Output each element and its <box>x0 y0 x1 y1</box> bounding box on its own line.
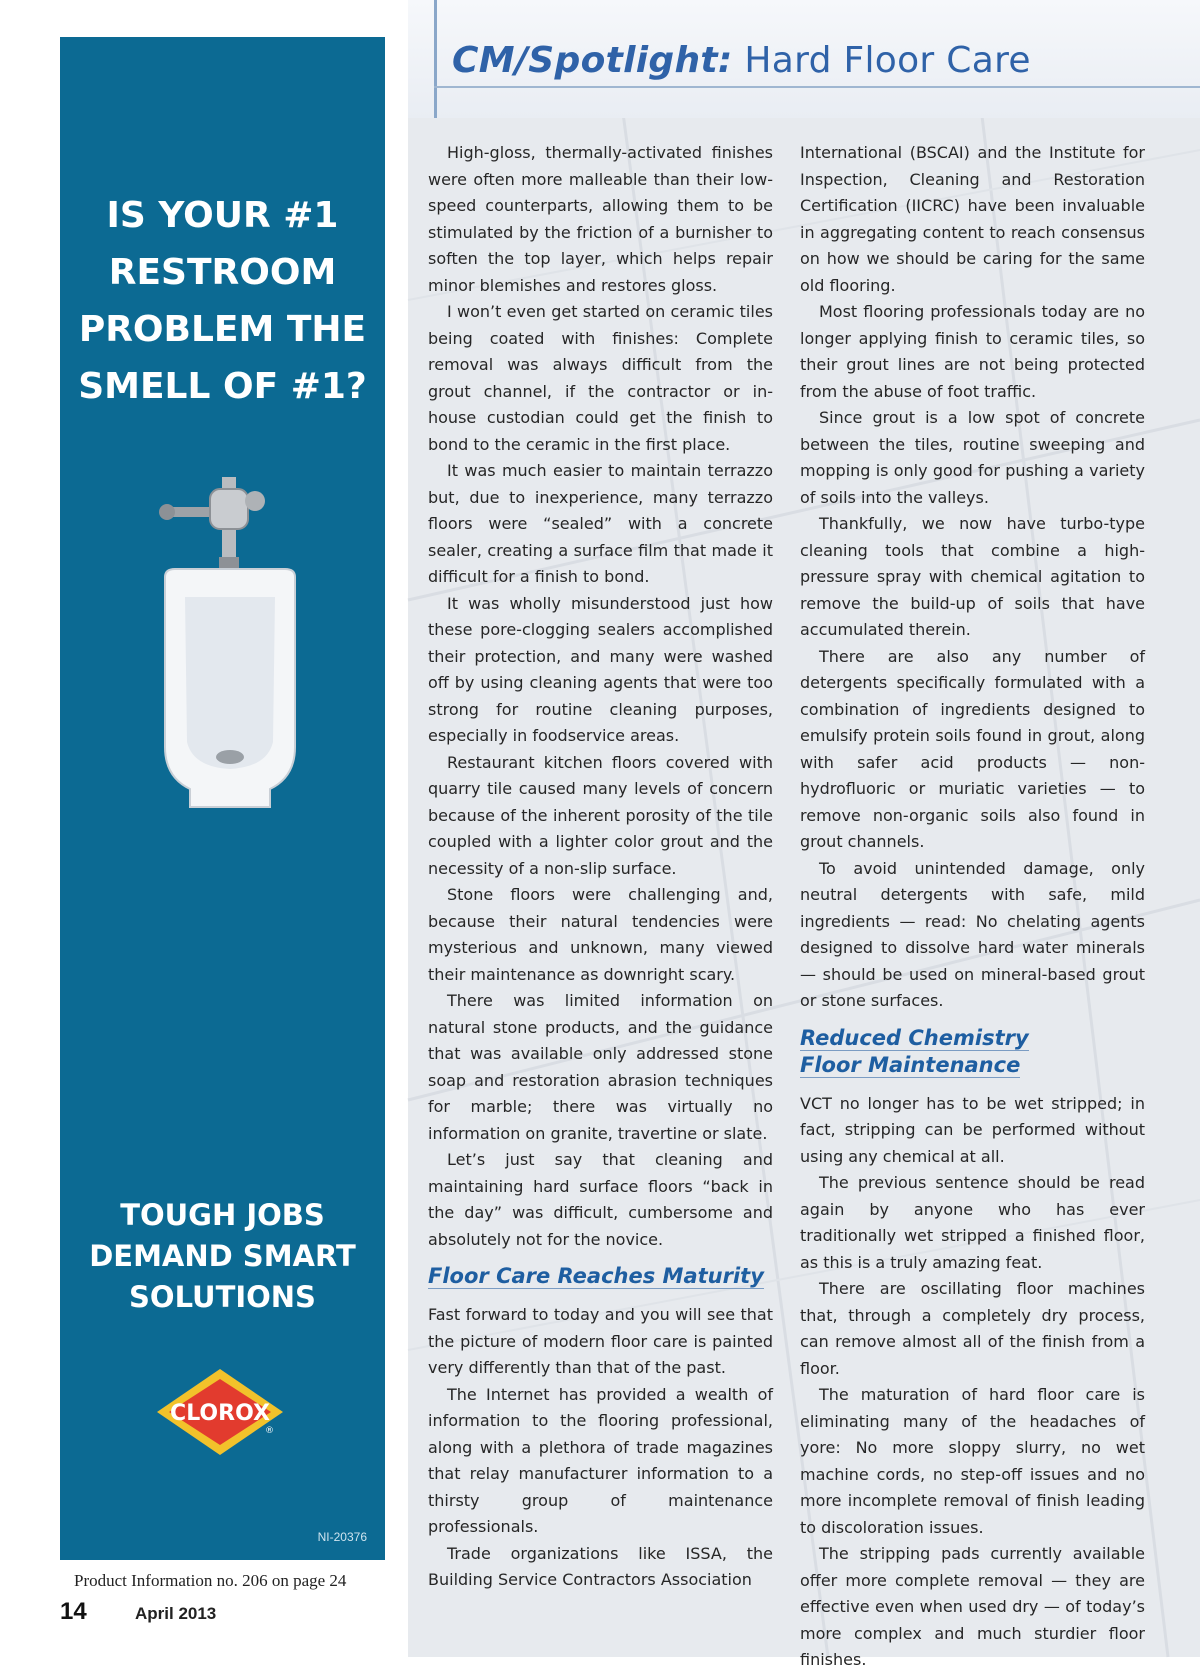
section-kicker: CM/Spotlight: <box>452 40 733 81</box>
paragraph: Most flooring professionals today are no longer applying finish to ceramic tiles, so their grout lines are not being protected from the abuse of foot traffic. <box>800 302 1145 401</box>
article-page <box>408 0 1200 1669</box>
paragraph: There was limited information on natural stone products, and the guidance that was available only addressed stone soap and restoration abrasion techniques for marble; there was virtually no information on granite, travertine or slate. <box>428 991 773 1143</box>
subheading-floor-care-maturity: Floor Care Reaches Maturity <box>428 1264 764 1288</box>
article-column-right <box>800 140 1145 1674</box>
ad-headline: IS YOUR #1 RESTROOM PROBLEM THE SMELL OF #1? <box>78 195 367 407</box>
paragraph: The previous sentence should be read again by anyone who has ever traditionally wet stripped a finished floor, as this is a truly amazing feat. <box>800 1173 1145 1272</box>
paragraph: Stone floors were challenging and, because their natural tendencies were mysterious and unknown, many viewed their maintenance as downright scary. <box>428 885 773 984</box>
paragraph: Since grout is a low spot of concrete between the tiles, routine sweeping and mopping is only good for pushing a variety of soils into the valleys. <box>800 408 1145 507</box>
ad-tagline: TOUGH JOBS DEMAND SMART SOLUTIONS <box>89 1198 356 1314</box>
section-header <box>408 0 1200 118</box>
header-rule-horizontal <box>434 86 1200 88</box>
paragraph: High-gloss, thermally-activated finishes were often more malleable than their low-speed counterparts, allowing them to be stimulated by the friction of a burnisher to soften the top layer, which helps repair minor blemishes and restores gloss. <box>428 143 773 295</box>
article-column-left <box>428 140 773 1594</box>
paragraph: International (BSCAI) and the Institute for Inspection, Cleaning and Restoration Certification (IICRC) have been invaluable in aggregating content to reach consensus on how we should be caring for the same old flooring. <box>800 143 1145 295</box>
urinal-image <box>155 477 305 857</box>
paragraph: Trade organizations like ISSA, the Building Service Contractors Association <box>428 1543 773 1589</box>
paragraph: The stripping pads currently available offer more complete removal — they are effective even when used dry — of today’s more complex and much sturdier floor finishes. <box>800 1544 1145 1669</box>
paragraph: The Internet has provided a wealth of information to the flooring professional, along with a plethora of trade magazines that relay manufacturer information to a thirsty group of maintenance professionals. <box>428 1384 773 1536</box>
paragraph: Restaurant kitchen floors covered with quarry tile caused many levels of concern because of the inherent porosity of the tile coupled with a lighter color grout and the necessity of a non-slip surface. <box>428 752 773 878</box>
svg-text:®: ® <box>265 1426 274 1436</box>
clorox-logo <box>155 1367 285 1457</box>
paragraph: It was wholly misunderstood just how these pore-clogging sealers accomplished their protection, and many were washed off by using cleaning agents that were too strong for routine cleaning purposes, especially in foodservice areas. <box>428 593 773 745</box>
section-title <box>452 40 1031 81</box>
header-rule-vertical <box>434 0 437 118</box>
logo-text: CLOROX <box>170 1401 270 1426</box>
paragraph: Fast forward to today and you will see that the picture of modern floor care is painted very differently than that of the past. <box>428 1305 773 1377</box>
paragraph: There are oscillating floor machines that, through a completely dry process, can remove almost all of the finish from a floor. <box>800 1279 1145 1378</box>
ad-code: NI-20376 <box>317 1530 367 1544</box>
paragraph: Let’s just say that cleaning and maintaining hard surface floors “back in the day” was difficult, cumbersome and absolutely not for the novice. <box>428 1150 773 1249</box>
clorox-advertisement <box>60 37 385 1560</box>
subheading-reduced-chemistry: Reduced Chemistry Floor Maintenance <box>800 1025 1029 1077</box>
product-info-note: Product Information no. 206 on page 24 <box>74 1571 347 1590</box>
issue-date: April 2013 <box>135 1604 217 1623</box>
section-topic: Hard Floor Care <box>744 40 1031 81</box>
page-number: 14 <box>60 1598 87 1625</box>
paragraph: It was much easier to maintain terrazzo but, due to inexperience, many terrazzo floors were “sealed” with a concrete sealer, creating a surface film that made it difficult for a finish to bond. <box>428 461 773 586</box>
paragraph: Thankfully, we now have turbo-type cleaning tools that combine a high-pressure spray with chemical agitation to remove the build-up of soils that have accumulated therein. <box>800 514 1145 639</box>
paragraph: To avoid unintended damage, only neutral detergents with safe, mild ingredients — read: No chelating agents designed to dissolve hard water minerals — should be used on mineral-based grout or stone surfaces. <box>800 858 1145 1010</box>
paragraph: VCT no longer has to be wet stripped; in fact, stripping can be performed without using any chemical at all. <box>800 1093 1145 1166</box>
paragraph: There are also any number of detergents specifically formulated with a combination of ingredients designed to emulsify protein soils found in grout, along with safer acid products — non-hydrofluoric or muriatic varieties — to remove non-organic soils also found in grout channels. <box>800 646 1145 851</box>
paragraph: I won’t even get started on ceramic tiles being coated with finishes: Complete removal was always difficult from the grout channel, if the contractor or in-house custodian could get the finish to bond to the ceramic in the first place. <box>428 302 773 454</box>
paragraph: The maturation of hard floor care is eliminating many of the headaches of yore: No more sloppy slurry, no wet machine cords, no step-off issues and no more incomplete removal of finish leading to discoloration issues. <box>800 1385 1145 1537</box>
